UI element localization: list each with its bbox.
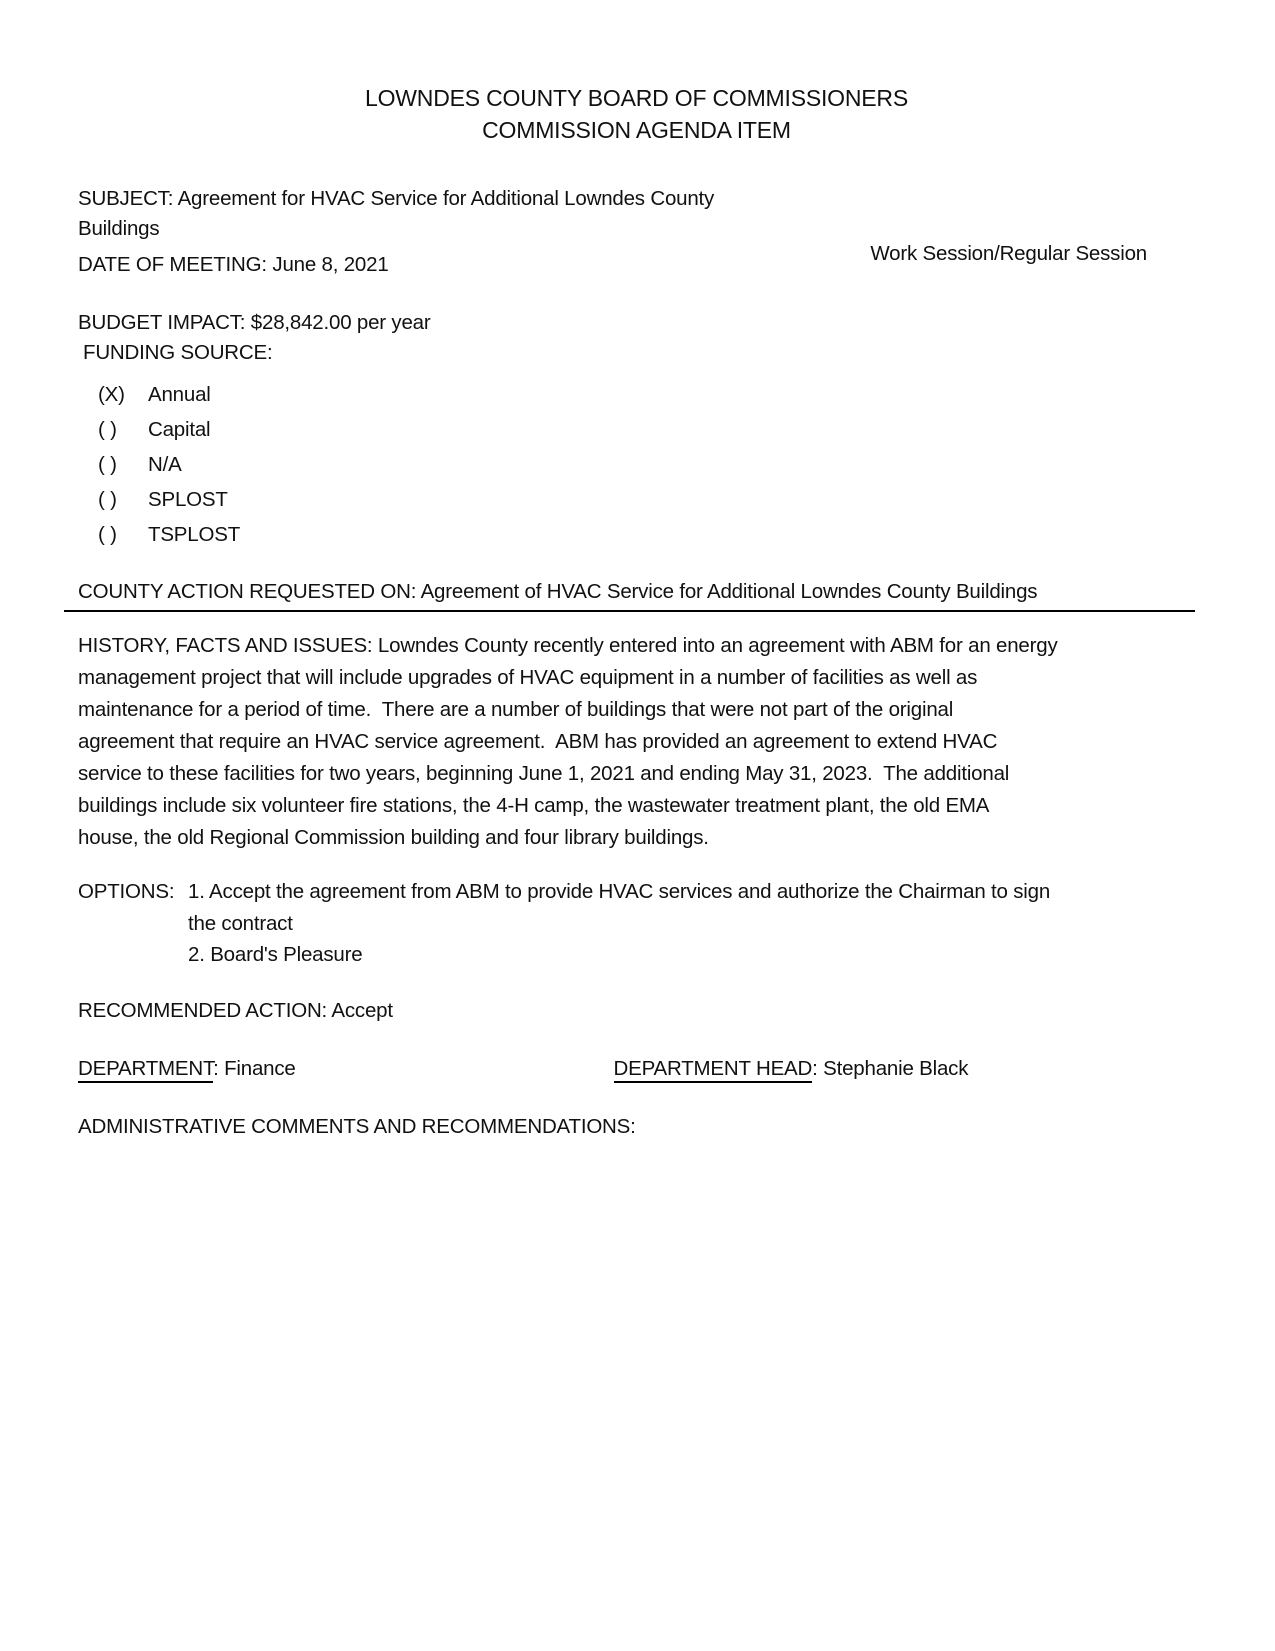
checkbox-marker-unchecked: ( ) <box>98 418 117 441</box>
funding-option-label: Annual <box>148 383 211 406</box>
funding-option-na <box>98 454 1195 476</box>
options-list: 1. Accept the agreement from ABM to provide HVAC services and authorize the Chairman to sign the contract 2. Board's Pleasure <box>188 880 1051 966</box>
funding-source-list <box>78 384 1195 546</box>
department-head-label: DEPARTMENT HEAD <box>614 1057 813 1083</box>
date-of-meeting: DATE OF MEETING: June 8, 2021 <box>78 253 389 276</box>
department-head-value: : Stephanie Black <box>812 1056 969 1080</box>
funding-option-label: Capital <box>148 418 211 441</box>
options-section <box>78 876 1195 971</box>
recommended-action: RECOMMENDED ACTION: Accept <box>78 998 393 1022</box>
funding-option-tsplost <box>98 524 1195 546</box>
department-field <box>78 1057 608 1081</box>
funding-option-annual <box>98 384 1195 406</box>
funding-option-label: TSPLOST <box>148 523 241 546</box>
funding-option-label: N/A <box>148 453 182 476</box>
meeting-row <box>78 242 1195 280</box>
options-label: OPTIONS: <box>78 880 175 903</box>
funding-option-capital <box>98 419 1195 441</box>
funding-source-label: FUNDING SOURCE: <box>83 341 273 364</box>
admin-comments-heading: ADMINISTRATIVE COMMENTS AND RECOMMENDATIONS: <box>78 1114 636 1138</box>
checkbox-marker-unchecked: ( ) <box>98 488 117 511</box>
county-action-heading: COUNTY ACTION REQUESTED ON: Agreement of HVAC Service for Additional Lowndes County Buildings <box>64 580 1195 612</box>
department-row <box>78 1057 1195 1081</box>
subject-line: SUBJECT: Agreement for HVAC Service for Additional Lowndes County Buildings <box>78 187 715 240</box>
history-facts-issues-paragraph: HISTORY, FACTS AND ISSUES: Lowndes County recently entered into an agreement with ABM for an energy management project that will include upgrades of HVAC equipment in a number of facilities as well as maintenance for a period of time. There are a number of buildings that were not part of the original agreement that require an HVAC service agreement. ABM has provided an agreement to extend HVAC service to these facilities for two years, beginning June 1, 2021 and ending May 31, 2023. The additional buildings include six volunteer fire stations, the 4-H camp, the wastewater treatment plant, the old EMA house, the old Regional Commission building and four library buildings. <box>78 634 1058 849</box>
budget-impact: BUDGET IMPACT: $28,842.00 per year <box>78 311 431 334</box>
document-title: LOWNDES COUNTY BOARD OF COMMISSIONERS COMMISSION AGENDA ITEM <box>365 85 908 143</box>
checkbox-marker-checked: (X) <box>98 383 125 406</box>
department-value: : Finance <box>213 1056 296 1080</box>
funding-option-label: SPLOST <box>148 488 228 511</box>
session-type: Work Session/Regular Session <box>870 242 1147 265</box>
funding-option-splost <box>98 489 1195 511</box>
department-label: DEPARTMENT <box>78 1057 213 1083</box>
department-head-field <box>614 1057 969 1081</box>
checkbox-marker-unchecked: ( ) <box>98 453 117 476</box>
checkbox-marker-unchecked: ( ) <box>98 523 117 546</box>
